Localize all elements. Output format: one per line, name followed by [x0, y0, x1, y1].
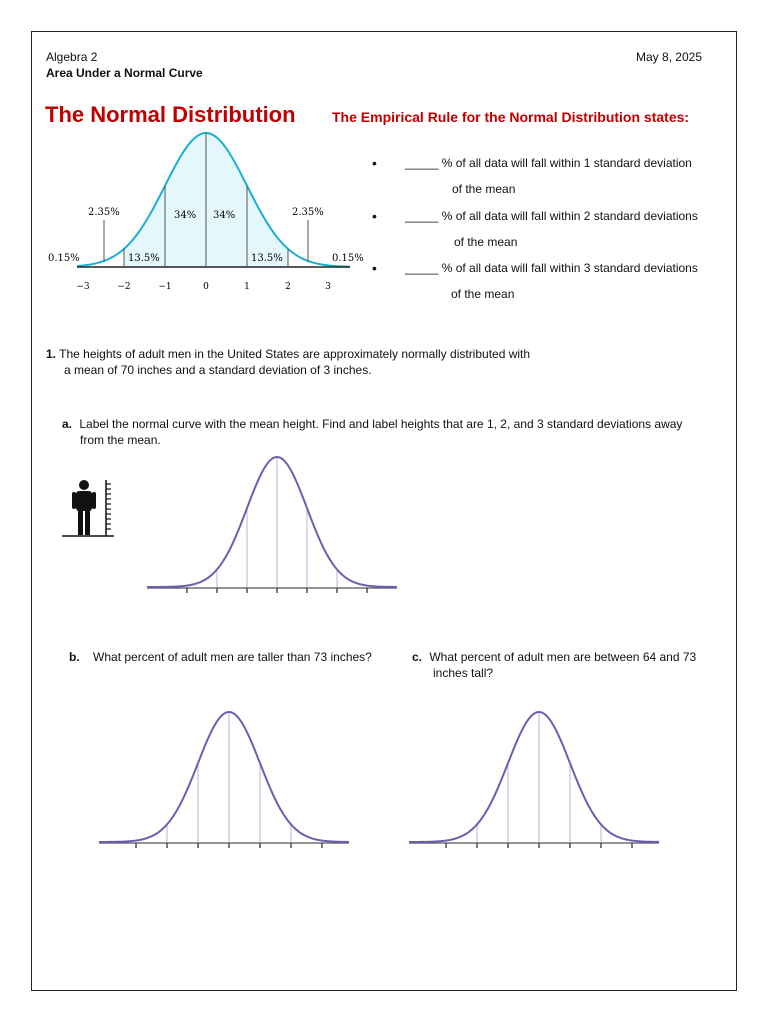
part-b	[69, 649, 389, 665]
part-c-line1: What percent of adult men are between 64 and 73	[429, 650, 697, 664]
label-34-left: 34%	[174, 210, 197, 221]
worksheet-subtitle: Area Under a Normal Curve	[46, 66, 203, 80]
worksheet-date: May 8, 2025	[635, 50, 702, 64]
tick-label: 2	[285, 282, 291, 292]
bullet-text: _____ % of all data will fall within 2 standard deviations	[405, 209, 698, 223]
part-a-line2: from the mean.	[80, 433, 161, 447]
course-name: Algebra 2	[46, 50, 98, 64]
bullet-text-cont: of the mean	[451, 287, 515, 301]
problem-1	[46, 346, 726, 378]
bullet-text: _____ % of all data will fall within 1 standard deviation	[405, 156, 692, 170]
tick-label: −2	[117, 282, 131, 292]
empirical-rule-heading: The Empirical Rule for the Normal Distribution states:	[332, 109, 690, 125]
tick-label: 3	[325, 282, 331, 292]
normal-distribution-diagram	[32, 32, 738, 332]
part-letter: a.	[62, 417, 73, 431]
label-015-left: 0.15%	[48, 253, 80, 264]
label-235-right: 2.35%	[292, 207, 324, 218]
problem-number: 1.	[46, 347, 57, 361]
label-34-right: 34%	[213, 210, 236, 221]
part-a-line1: Label the normal curve with the mean height. Find and label heights that are 1, 2, and 3 standard deviations away	[79, 417, 683, 431]
normal-curve	[99, 712, 349, 842]
normal-curve	[409, 712, 659, 842]
label-015-right: 0.15%	[332, 253, 364, 264]
part-c	[412, 649, 732, 681]
label-235-left: 2.35%	[88, 207, 120, 218]
person-height-icon	[62, 478, 118, 540]
label-135-left: 13.5%	[128, 253, 160, 264]
bullet-text-cont: of the mean	[454, 235, 518, 249]
label-135-right: 13.5%	[251, 253, 283, 264]
part-c-line2: inches tall?	[433, 666, 494, 680]
part-letter: b.	[69, 650, 80, 664]
worksheet-page	[31, 31, 737, 991]
tick-label: −3	[76, 282, 90, 292]
tick-label: −1	[158, 282, 172, 292]
part-letter: c.	[412, 650, 423, 664]
bullet-text: _____ % of all data will fall within 3 standard deviations	[405, 261, 698, 275]
tick-label: 0	[203, 282, 209, 292]
bullet-dot-icon: •	[372, 208, 377, 224]
problem-text-line2: a mean of 70 inches and a standard deviation of 3 inches.	[64, 363, 372, 377]
problem-text-line1: The heights of adult men in the United States are approximately normally distributed with	[59, 347, 531, 361]
practice-curve-c	[409, 702, 669, 872]
bullet-dot-icon: •	[372, 155, 377, 171]
bullet-text-cont: of the mean	[452, 182, 516, 196]
page-title: The Normal Distribution	[45, 102, 296, 127]
normal-curve	[147, 457, 397, 587]
part-a	[62, 416, 732, 448]
tick-label: 1	[244, 282, 250, 292]
practice-curve-a	[147, 447, 407, 617]
part-b-text: What percent of adult men are taller than 73 inches?	[93, 650, 372, 664]
bullet-dot-icon: •	[372, 260, 377, 276]
shaded-region	[77, 133, 350, 267]
practice-curve-b	[99, 702, 359, 872]
